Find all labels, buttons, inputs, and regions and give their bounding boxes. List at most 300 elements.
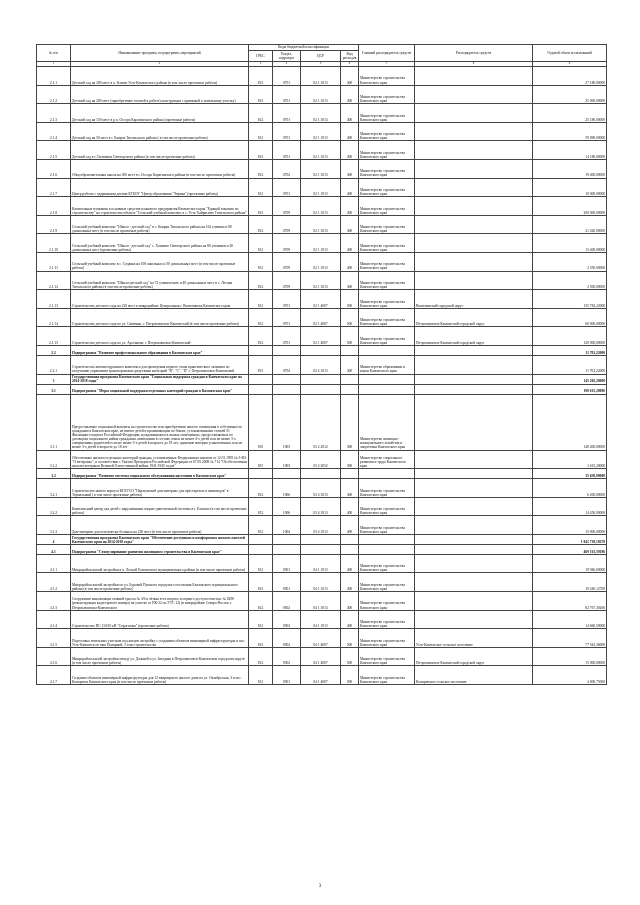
row-name: Сельский учебный комплекс "Школа - детский сад" с. Хаилино Олюторского района на 80 учеников и 40 дошкольных мест (проектные работы) bbox=[71, 234, 249, 253]
row-vr: 500 bbox=[341, 290, 359, 309]
row-vr: 400 bbox=[341, 592, 359, 611]
row-sum: 60 000,00000 bbox=[533, 308, 607, 327]
row-grbs: 812 bbox=[249, 122, 273, 141]
table-row bbox=[37, 197, 607, 216]
row-raspor bbox=[415, 159, 533, 178]
row-glavny: Министерство строительства Камчатского края bbox=[359, 252, 415, 271]
row-name: Строительство ПС 110/10 кВ "Сероглазка" (проектные работы) bbox=[71, 610, 249, 629]
row-csr: 02 1 1013 bbox=[301, 178, 341, 197]
row-csr: 04 1 4007 bbox=[301, 666, 341, 685]
row-vr: 400 bbox=[341, 554, 359, 573]
row-vr: 500 bbox=[341, 666, 359, 685]
row-grbs bbox=[249, 374, 273, 384]
row-razdel: 0709 bbox=[273, 215, 301, 234]
row-vr: 400 bbox=[341, 197, 359, 216]
row-sum: 2 500,00000 bbox=[533, 271, 607, 290]
row-vr: 400 bbox=[341, 104, 359, 123]
row-name: Государственная программа Камчатского края "Обеспечение доступным и комфортным жильем жителей Камчатского края на 2014-2018 годы" bbox=[71, 534, 249, 544]
table-row bbox=[37, 345, 607, 355]
row-grbs: 812 bbox=[249, 252, 273, 271]
row-sum: 1 841 739,18270 bbox=[533, 534, 607, 544]
table-row bbox=[37, 394, 607, 450]
row-grbs: 810 bbox=[249, 394, 273, 450]
row-glavny: Министерство строительства Камчатского края bbox=[359, 629, 415, 648]
row-sum: 21 420,00000 bbox=[533, 215, 607, 234]
row-vr: 400 bbox=[341, 122, 359, 141]
row-raspor bbox=[415, 122, 533, 141]
row-csr: 02 1 1013 bbox=[301, 141, 341, 160]
row-vr: 400 bbox=[341, 516, 359, 535]
row-grbs: 812 bbox=[249, 629, 273, 648]
row-csr: 04 1 1013 bbox=[301, 610, 341, 629]
row-csr: 02 1 1013 bbox=[301, 271, 341, 290]
row-csr: 02 1 4007 bbox=[301, 327, 341, 346]
row-glavny: Министерство строительства Камчатского края bbox=[359, 554, 415, 573]
row-raspor bbox=[415, 67, 533, 86]
row-name: Строительство детского сада на 220 мест в микрорайоне Центральная г. Вилючинска Камчатского края bbox=[71, 290, 249, 309]
row-number: 2.1.14 bbox=[37, 308, 71, 327]
row-vr bbox=[341, 534, 359, 544]
row-glavny: Министерство строительства Камчатского края bbox=[359, 592, 415, 611]
row-sum: 77 542,36000 bbox=[533, 629, 607, 648]
row-vr: 500 bbox=[341, 308, 359, 327]
row-name: Дом-интернат для психически больных на 250 мест (в том числе проектные работы) bbox=[71, 516, 249, 535]
row-raspor: Усть-Камчатское сельское поселение bbox=[415, 629, 533, 648]
row-name: Общеобразовательная школа на 300 мест в с.Оссора Карагинского района (в том числе проектные работы) bbox=[71, 159, 249, 178]
row-razdel: 0701 bbox=[273, 308, 301, 327]
row-raspor bbox=[415, 234, 533, 253]
row-csr: 02 1 1013 bbox=[301, 234, 341, 253]
row-glavny: Министерство строительства Камчатского края bbox=[359, 573, 415, 592]
row-name: Детский сад на 50 мест в с.Хаиров Тигильского района ( в том числе проектные работы) bbox=[71, 122, 249, 141]
row-grbs: 812 bbox=[249, 215, 273, 234]
col-vr-header: Вид расходов bbox=[341, 51, 359, 62]
row-raspor: Козыревское сельское поселение bbox=[415, 666, 533, 685]
table-row bbox=[37, 610, 607, 629]
table-row bbox=[37, 384, 607, 394]
row-number: 2.1.12 bbox=[37, 271, 71, 290]
table-row bbox=[37, 290, 607, 309]
row-sum: 469 161,59186 bbox=[533, 544, 607, 554]
row-raspor bbox=[415, 85, 533, 104]
row-csr: 02 1 1013 bbox=[301, 159, 341, 178]
row-csr: 04 1 4007 bbox=[301, 629, 341, 648]
row-sum: 25 180,00000 bbox=[533, 104, 607, 123]
row-sum: 19 240,12700 bbox=[533, 573, 607, 592]
row-razdel: 0709 bbox=[273, 271, 301, 290]
table-row bbox=[37, 355, 607, 374]
row-razdel: 1003 bbox=[273, 394, 301, 450]
row-sum: 148 400,00000 bbox=[533, 394, 607, 450]
table-row bbox=[37, 104, 607, 123]
row-csr: 02 1 1013 bbox=[301, 197, 341, 216]
row-raspor bbox=[415, 479, 533, 498]
row-csr bbox=[301, 374, 341, 384]
column-index-cell: 7 bbox=[359, 62, 415, 67]
row-name: Комплексный центр для детей с нарушениями опорно-двигательной системы в г. Елизово (в том числе проектные работы) bbox=[71, 497, 249, 516]
column-index-cell: 3 bbox=[249, 62, 273, 67]
row-csr bbox=[301, 345, 341, 355]
row-csr: 02 1 1013 bbox=[301, 252, 341, 271]
row-csr: 02 2 1013 bbox=[301, 355, 341, 374]
row-razdel: 1006 bbox=[273, 479, 301, 498]
row-number: 4.1 bbox=[37, 544, 71, 554]
table-row bbox=[37, 85, 607, 104]
row-grbs: 812 bbox=[249, 308, 273, 327]
row-grbs: 812 bbox=[249, 666, 273, 685]
row-glavny: Министерство образования и науки Камчатского края bbox=[359, 355, 415, 374]
column-index-cell: 2 bbox=[71, 62, 249, 67]
table-row bbox=[37, 122, 607, 141]
row-sum: 27 180,00000 bbox=[533, 67, 607, 86]
row-sum: 15 000,00000 bbox=[533, 647, 607, 666]
row-number: 2.1.15 bbox=[37, 327, 71, 346]
row-glavny: Министерство строительства Камчатского края bbox=[359, 327, 415, 346]
row-glavny: Министерство строительства Камчатского края bbox=[359, 197, 415, 216]
row-razdel: 0502 bbox=[273, 629, 301, 648]
table-row bbox=[37, 252, 607, 271]
row-raspor bbox=[415, 355, 533, 374]
table-row bbox=[37, 479, 607, 498]
row-razdel: 0701 bbox=[273, 327, 301, 346]
table-row bbox=[37, 544, 607, 554]
row-razdel: 0501 bbox=[273, 554, 301, 573]
row-csr: 02 1 1013 bbox=[301, 104, 341, 123]
row-number: 4.1.3 bbox=[37, 592, 71, 611]
row-raspor bbox=[415, 141, 533, 160]
row-grbs: 812 bbox=[249, 497, 273, 516]
row-vr bbox=[341, 384, 359, 394]
row-csr: 02 1 4007 bbox=[301, 290, 341, 309]
row-number: 3.1.1 bbox=[37, 394, 71, 450]
row-grbs: 813 bbox=[249, 355, 273, 374]
column-index-cell: 9 bbox=[533, 62, 607, 67]
row-vr: 400 bbox=[341, 355, 359, 374]
row-sum: 10 000,00000 bbox=[533, 178, 607, 197]
column-index-cell: 6 bbox=[341, 62, 359, 67]
row-vr: 400 bbox=[341, 271, 359, 290]
row-glavny: Министерство строительства Камчатского края bbox=[359, 85, 415, 104]
row-name: Сооружение канализации главной трассы № 3/6 в чёткая есть второго и первого доступа очистки. № 8290 (реконструкция кадастрового номера) на участке от ПК-22 по УТС 12) (в микрорайоне Северо-Восток г. Петропавловска-Камчатского bbox=[71, 592, 249, 611]
row-grbs: 812 bbox=[249, 610, 273, 629]
table-row bbox=[37, 629, 607, 648]
row-sum: 59 090,00000 bbox=[533, 122, 607, 141]
row-glavny: Министерство жилищно-коммунального хозяйства и энергетики Камчатского края bbox=[359, 394, 415, 450]
row-razdel: 0502 bbox=[273, 647, 301, 666]
row-name: Микрорайон жилой застройки в п. Лесной Елизовского муниципального района (в том числе проектные работы) bbox=[71, 554, 249, 573]
row-sum: 35 650,00000 bbox=[533, 469, 607, 479]
row-number: 4.1.5 bbox=[37, 629, 71, 648]
row-grbs: 812 bbox=[249, 85, 273, 104]
column-index-cell: 8 bbox=[415, 62, 533, 67]
row-razdel: 0502 bbox=[273, 592, 301, 611]
row-name: Микрорайон жилой застройки по ул. Буровой Пушного городского поселения Елизовского муниципального района (в том числе проектные работы) bbox=[71, 573, 249, 592]
row-name: Детский сад на 150 мест в р.п. Оссора Карагинского района (проектные работы) bbox=[71, 104, 249, 123]
row-grbs: 812 bbox=[249, 159, 273, 178]
table-row bbox=[37, 534, 607, 544]
row-name: Строительство нового корпуса КГБУСО "Паратунский дом-интернат для престарелых и инвалидов" в Термальный ( в том числе проектные работы) bbox=[71, 479, 249, 498]
row-glavny: Министерство строительства Камчатского края bbox=[359, 666, 415, 685]
row-grbs: 812 bbox=[249, 197, 273, 216]
row-sum: 1 615,20000 bbox=[533, 450, 607, 469]
row-razdel: 1004 bbox=[273, 516, 301, 535]
row-razdel: 0701 bbox=[273, 290, 301, 309]
row-razdel: 0709 bbox=[273, 252, 301, 271]
row-vr: 400 bbox=[341, 610, 359, 629]
row-sum: 13 400,00000 bbox=[533, 234, 607, 253]
row-vr: 500 bbox=[341, 327, 359, 346]
row-vr: 300 bbox=[341, 450, 359, 469]
row-number: 3.1.2 bbox=[37, 450, 71, 469]
col-sum-header: Годовой объем ассигнований bbox=[533, 45, 607, 62]
row-vr bbox=[341, 374, 359, 384]
row-name: Создание объектов инженерной инфраструктуры для 12-квартирного жилого дома по ул. Октябрьская, 3 в пос. Козыревск Камчатского края (в том числе проектные работы) bbox=[71, 666, 249, 685]
row-number: 4.1.2 bbox=[37, 573, 71, 592]
row-razdel bbox=[273, 534, 301, 544]
row-name: Сельский учебный комплекс в с. Седанка на 100 школьных и 50 дошкольных мест (в том числе проектные работы) bbox=[71, 252, 249, 271]
row-glavny: Министерство строительства Камчатского края bbox=[359, 479, 415, 498]
row-number: 3 bbox=[37, 374, 71, 384]
row-grbs: 812 bbox=[249, 104, 273, 123]
row-grbs: 812 bbox=[249, 573, 273, 592]
row-csr: 03 4 1013 bbox=[301, 497, 341, 516]
col-raspor-header: Распорядитель средств bbox=[415, 45, 533, 62]
row-csr: 03 2 2012 bbox=[301, 394, 341, 450]
row-razdel: 0702 bbox=[273, 159, 301, 178]
row-razdel: 0701 bbox=[273, 85, 301, 104]
row-razdel: 0701 bbox=[273, 141, 301, 160]
column-index-cell: 1 bbox=[37, 62, 71, 67]
row-name: Подпрограмма "Развитие системы социального обслуживания населения в Камчатском крае" bbox=[71, 469, 249, 479]
row-raspor bbox=[415, 252, 533, 271]
row-razdel: 1006 bbox=[273, 497, 301, 516]
row-razdel: 0701 bbox=[273, 104, 301, 123]
row-razdel bbox=[273, 345, 301, 355]
row-number: 3.1.3 bbox=[37, 516, 71, 535]
row-raspor bbox=[415, 554, 533, 573]
budget-table-sheet bbox=[36, 44, 606, 685]
row-csr: 03 4 1013 bbox=[301, 516, 341, 535]
row-grbs: 815 bbox=[249, 450, 273, 469]
row-csr: 04 1 1013 bbox=[301, 592, 341, 611]
row-grbs bbox=[249, 384, 273, 394]
row-grbs bbox=[249, 469, 273, 479]
row-raspor: Вилючинский городской округ bbox=[415, 290, 533, 309]
row-razdel bbox=[273, 374, 301, 384]
col-glavny-header: Главный распорядитель средств bbox=[359, 45, 415, 62]
row-razdel: 0502 bbox=[273, 610, 301, 629]
row-razdel: 0701 bbox=[273, 122, 301, 141]
row-name: Предоставление социальной выплаты на строительство или приобретение жилого помещения в собственность гражданам в Камчатском крае, не имеют детей и проживающим по-ближе, установленными статьей 51 Жилищного кодекса Российской Федерации, нуждающимися в жилых помещениях, предоставляемых по договорам социального найма гражданам, имеющими в составе семьи не менее 4-х детей или не менее 3-х совершенных родителей если не менее 3-х детей в возрасте до 18 лет, одинокие матерям усыновленных или не менее 3-х детей в возрасте до 18 лет bbox=[71, 394, 249, 450]
row-grbs: 812 bbox=[249, 67, 273, 86]
table-row bbox=[37, 327, 607, 346]
row-csr bbox=[301, 534, 341, 544]
column-index-cell: 4 bbox=[273, 62, 301, 67]
table-row bbox=[37, 450, 607, 469]
row-raspor bbox=[415, 345, 533, 355]
table-row bbox=[37, 666, 607, 685]
row-sum: 14 180,00000 bbox=[533, 141, 607, 160]
table-row bbox=[37, 592, 607, 611]
table-row bbox=[37, 469, 607, 479]
row-number: 2.2.1 bbox=[37, 355, 71, 374]
row-sum: 15 000,00000 bbox=[533, 516, 607, 535]
col-razdel-header: Раздел, подраздел bbox=[273, 51, 301, 62]
row-raspor bbox=[415, 592, 533, 611]
row-vr: 400 bbox=[341, 479, 359, 498]
row-number: 2.1.11 bbox=[37, 252, 71, 271]
col-grbs-header: ГРБС bbox=[249, 51, 273, 62]
row-glavny: Министерство строительства Камчатского края bbox=[359, 290, 415, 309]
row-raspor bbox=[415, 178, 533, 197]
page-number: 3 bbox=[318, 884, 322, 889]
row-name: Микрорайон жилой застройки между ул. Дальней и ул. Звездная в Петропавловск-Камчатском городском округе (в том числе проектные работы) bbox=[71, 647, 249, 666]
row-name: Сельский учебный комплекс "Школа-детский сад" на 72 ученических и 40 дошкольных мест в с. Лесная Тигильского района (в том числе проектные работы) bbox=[71, 271, 249, 290]
table-row bbox=[37, 554, 607, 573]
col-num-header: № п/п bbox=[37, 45, 71, 62]
row-sum: 82 767,30266 bbox=[533, 592, 607, 611]
row-glavny: Министерство строительства Камчатского края bbox=[359, 610, 415, 629]
row-sum: 25 000,00000 bbox=[533, 85, 607, 104]
table-row bbox=[37, 159, 607, 178]
row-grbs: 812 bbox=[249, 234, 273, 253]
row-number: 3.2.2 bbox=[37, 497, 71, 516]
row-name: Детский сад на 280 мест (приобретение готовой к работе) конструкции с привязкой к земельному участку) bbox=[71, 85, 249, 104]
row-vr: 400 bbox=[341, 497, 359, 516]
row-vr: 400 bbox=[341, 573, 359, 592]
row-vr: 400 bbox=[341, 85, 359, 104]
row-razdel bbox=[273, 469, 301, 479]
row-number: 2.1.9 bbox=[37, 215, 71, 234]
row-vr: 300 bbox=[341, 394, 359, 450]
row-glavny bbox=[359, 469, 415, 479]
row-grbs: 812 bbox=[249, 178, 273, 197]
row-raspor: Петропавловск-Камчатский городской округ bbox=[415, 327, 533, 346]
row-glavny: Министерство строительства Камчатского края bbox=[359, 67, 415, 86]
row-glavny bbox=[359, 345, 415, 355]
row-csr: 02 1 1013 bbox=[301, 85, 341, 104]
row-glavny bbox=[359, 534, 415, 544]
row-razdel: 0709 bbox=[273, 234, 301, 253]
row-raspor bbox=[415, 573, 533, 592]
row-grbs: 812 bbox=[249, 327, 273, 346]
row-raspor bbox=[415, 516, 533, 535]
table-row bbox=[37, 141, 607, 160]
row-raspor bbox=[415, 450, 533, 469]
row-number: 2.1.6 bbox=[37, 159, 71, 178]
row-grbs: 812 bbox=[249, 554, 273, 573]
row-raspor bbox=[415, 374, 533, 384]
row-vr bbox=[341, 469, 359, 479]
row-number: 2.1.5 bbox=[37, 141, 71, 160]
row-grbs bbox=[249, 534, 273, 544]
col-csr-header: ЦСР bbox=[301, 51, 341, 62]
row-glavny: Министерство строительства Камчатского края bbox=[359, 647, 415, 666]
row-glavny bbox=[359, 544, 415, 554]
row-sum: 19 400,00000 bbox=[533, 159, 607, 178]
row-csr: 02 1 4007 bbox=[301, 308, 341, 327]
row-razdel: 0709 bbox=[273, 197, 301, 216]
row-grbs: 812 bbox=[249, 141, 273, 160]
row-name: Строительство детского сада по ул. Арсеньева, г. Петропавловск-Камчатский bbox=[71, 327, 249, 346]
row-glavny: Министерство социального развития и труда Камчатского края bbox=[359, 450, 415, 469]
row-vr: 400 bbox=[341, 252, 359, 271]
row-number: 3.2 bbox=[37, 469, 71, 479]
row-glavny: Министерство строительства Камчатского края bbox=[359, 271, 415, 290]
row-number: 2.1.13 bbox=[37, 290, 71, 309]
row-csr: 02 1 1013 bbox=[301, 215, 341, 234]
row-number: 2.1.1 bbox=[37, 67, 71, 86]
row-number: 4.1.7 bbox=[37, 666, 71, 685]
row-razdel bbox=[273, 384, 301, 394]
row-vr: 400 bbox=[341, 159, 359, 178]
row-name: Строительство детского сада по ул. Савченко, г. Петропавловск-Камчатский (в том числе проектные работы) bbox=[71, 308, 249, 327]
row-name: Подпрограмма "Стимулирование развития жилищного строительства в Камчатском крае" bbox=[71, 544, 249, 554]
row-vr: 400 bbox=[341, 234, 359, 253]
row-number: 2.1.3 bbox=[37, 104, 71, 123]
row-razdel: 0701 bbox=[273, 67, 301, 86]
table-row bbox=[37, 215, 607, 234]
row-glavny: Министерство строительства Камчатского края bbox=[359, 497, 415, 516]
row-glavny: Министерство строительства Камчатского края bbox=[359, 104, 415, 123]
row-number: 2.1.7 bbox=[37, 178, 71, 197]
row-sum: 2 550,00000 bbox=[533, 252, 607, 271]
row-grbs: 812 bbox=[249, 592, 273, 611]
row-raspor bbox=[415, 394, 533, 450]
row-number: 2.1.2 bbox=[37, 85, 71, 104]
row-razdel: 0704 bbox=[273, 355, 301, 374]
table-row bbox=[37, 271, 607, 290]
row-glavny bbox=[359, 374, 415, 384]
row-grbs: 812 bbox=[249, 290, 273, 309]
table-row bbox=[37, 374, 607, 384]
row-sum: 145 265,20000 bbox=[533, 374, 607, 384]
row-name: Государственная программа Камчатского края "Социальная поддержка граждан в Камчатском крае на 2014-2018 годы" bbox=[71, 374, 249, 384]
row-csr: 04 1 1013 bbox=[301, 554, 341, 573]
table-row bbox=[37, 573, 607, 592]
row-number: 2.2 bbox=[37, 345, 71, 355]
row-raspor bbox=[415, 271, 533, 290]
row-glavny: Министерство строительства Камчатского края bbox=[359, 516, 415, 535]
row-name: Детский сад на 280 мест в п. Ключи Усть-Камчатского района (в том числе проектные работы) bbox=[71, 67, 249, 86]
row-sum: 190 615,20000 bbox=[533, 384, 607, 394]
row-vr: 400 bbox=[341, 178, 359, 197]
row-grbs bbox=[249, 345, 273, 355]
row-csr: 04 1 4007 bbox=[301, 647, 341, 666]
row-sum: 200 000,00000 bbox=[533, 197, 607, 216]
row-number: 4.1.1 bbox=[37, 554, 71, 573]
row-name: Детский сад в с.Тиличики Олюторского района (в том числе проектные работы) bbox=[71, 141, 249, 160]
col-name-header: Наименование программ, подпрограмм, мероприятий bbox=[71, 45, 249, 62]
row-grbs: 812 bbox=[249, 271, 273, 290]
row-glavny: Министерство строительства Камчатского края bbox=[359, 122, 415, 141]
row-name: Капитальные вложения в основные средства планового предприятия Камчатского края "Единый заказчик по строительству" на строительство объекта "Сельский учебный комплекс в с. Усть-Хайрюзово Тигильского района" bbox=[71, 197, 249, 216]
row-raspor bbox=[415, 104, 533, 123]
table-row bbox=[37, 308, 607, 327]
row-csr bbox=[301, 544, 341, 554]
row-sum: 120 000,00000 bbox=[533, 327, 607, 346]
row-csr: 02 1 1013 bbox=[301, 122, 341, 141]
row-csr: 03 2 2052 bbox=[301, 450, 341, 469]
row-vr: 400 bbox=[341, 67, 359, 86]
row-csr: 04 1 1013 bbox=[301, 573, 341, 592]
row-name: Подпрограмма "Меры социальной поддержки отдельных категорий граждан в Камчатском крае" bbox=[71, 384, 249, 394]
row-raspor bbox=[415, 497, 533, 516]
row-number: 4.1.4 bbox=[37, 610, 71, 629]
row-name: Центр работы с одаренными детьми КГБОУ "Центр образования "Эврика" (проектные работы) bbox=[71, 178, 249, 197]
row-raspor bbox=[415, 610, 533, 629]
row-vr bbox=[341, 345, 359, 355]
